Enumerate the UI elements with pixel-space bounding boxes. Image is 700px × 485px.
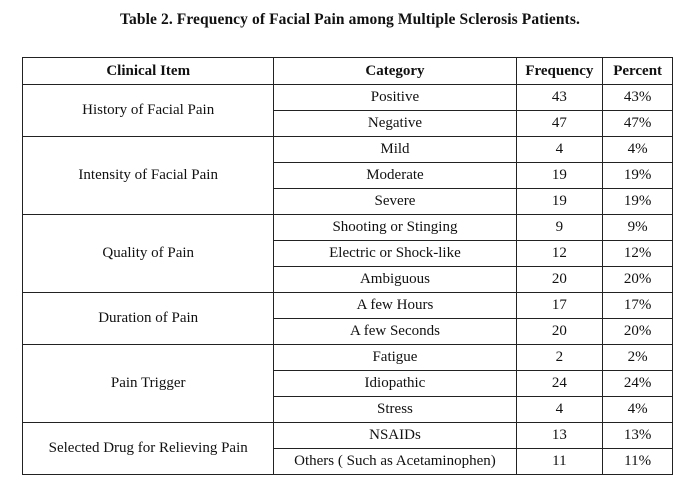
table-row [23,137,673,163]
frequency-cell: 19 [516,189,603,215]
category-cell: Severe [274,189,516,215]
percent-cell: 12% [603,241,673,267]
table-row [23,423,673,449]
table-row [23,215,673,241]
category-cell: Ambiguous [274,267,516,293]
clinical-item-cell: Quality of Pain [23,215,274,293]
table-body [23,85,673,475]
category-cell: Fatigue [274,345,516,371]
clinical-item-cell: Selected Drug for Relieving Pain [23,423,274,475]
frequency-cell: 4 [516,137,603,163]
frequency-cell: 17 [516,293,603,319]
frequency-cell: 19 [516,163,603,189]
frequency-table [22,57,673,475]
clinical-item-cell: Pain Trigger [23,345,274,423]
table-row [23,345,673,371]
percent-cell: 20% [603,319,673,345]
category-cell: Negative [274,111,516,137]
percent-cell: 9% [603,215,673,241]
percent-cell: 4% [603,397,673,423]
frequency-cell: 2 [516,345,603,371]
frequency-cell: 12 [516,241,603,267]
percent-cell: 11% [603,449,673,475]
header-clinical-item: Clinical Item [23,58,274,85]
category-cell: Idiopathic [274,371,516,397]
table-row [23,85,673,111]
header-frequency: Frequency [516,58,603,85]
percent-cell: 4% [603,137,673,163]
percent-cell: 2% [603,345,673,371]
percent-cell: 13% [603,423,673,449]
percent-cell: 17% [603,293,673,319]
percent-cell: 19% [603,163,673,189]
category-cell: Others ( Such as Acetaminophen) [274,449,516,475]
frequency-cell: 47 [516,111,603,137]
percent-cell: 19% [603,189,673,215]
percent-cell: 24% [603,371,673,397]
frequency-cell: 9 [516,215,603,241]
frequency-cell: 11 [516,449,603,475]
frequency-cell: 43 [516,85,603,111]
clinical-item-cell: Intensity of Facial Pain [23,137,274,215]
table-row [23,293,673,319]
category-cell: Shooting or Stinging [274,215,516,241]
header-row [23,58,673,85]
category-cell: Positive [274,85,516,111]
clinical-item-cell: Duration of Pain [23,293,274,345]
category-cell: Moderate [274,163,516,189]
clinical-item-cell: History of Facial Pain [23,85,274,137]
percent-cell: 20% [603,267,673,293]
header-category: Category [274,58,516,85]
category-cell: Stress [274,397,516,423]
percent-cell: 47% [603,111,673,137]
frequency-cell: 13 [516,423,603,449]
frequency-cell: 20 [516,267,603,293]
category-cell: Mild [274,137,516,163]
frequency-cell: 24 [516,371,603,397]
frequency-cell: 20 [516,319,603,345]
category-cell: A few Seconds [274,319,516,345]
frequency-cell: 4 [516,397,603,423]
category-cell: NSAIDs [274,423,516,449]
category-cell: Electric or Shock-like [274,241,516,267]
category-cell: A few Hours [274,293,516,319]
percent-cell: 43% [603,85,673,111]
header-percent: Percent [603,58,673,85]
table-title: Table 2. Frequency of Facial Pain among Multiple Sclerosis Patients. [120,11,580,28]
